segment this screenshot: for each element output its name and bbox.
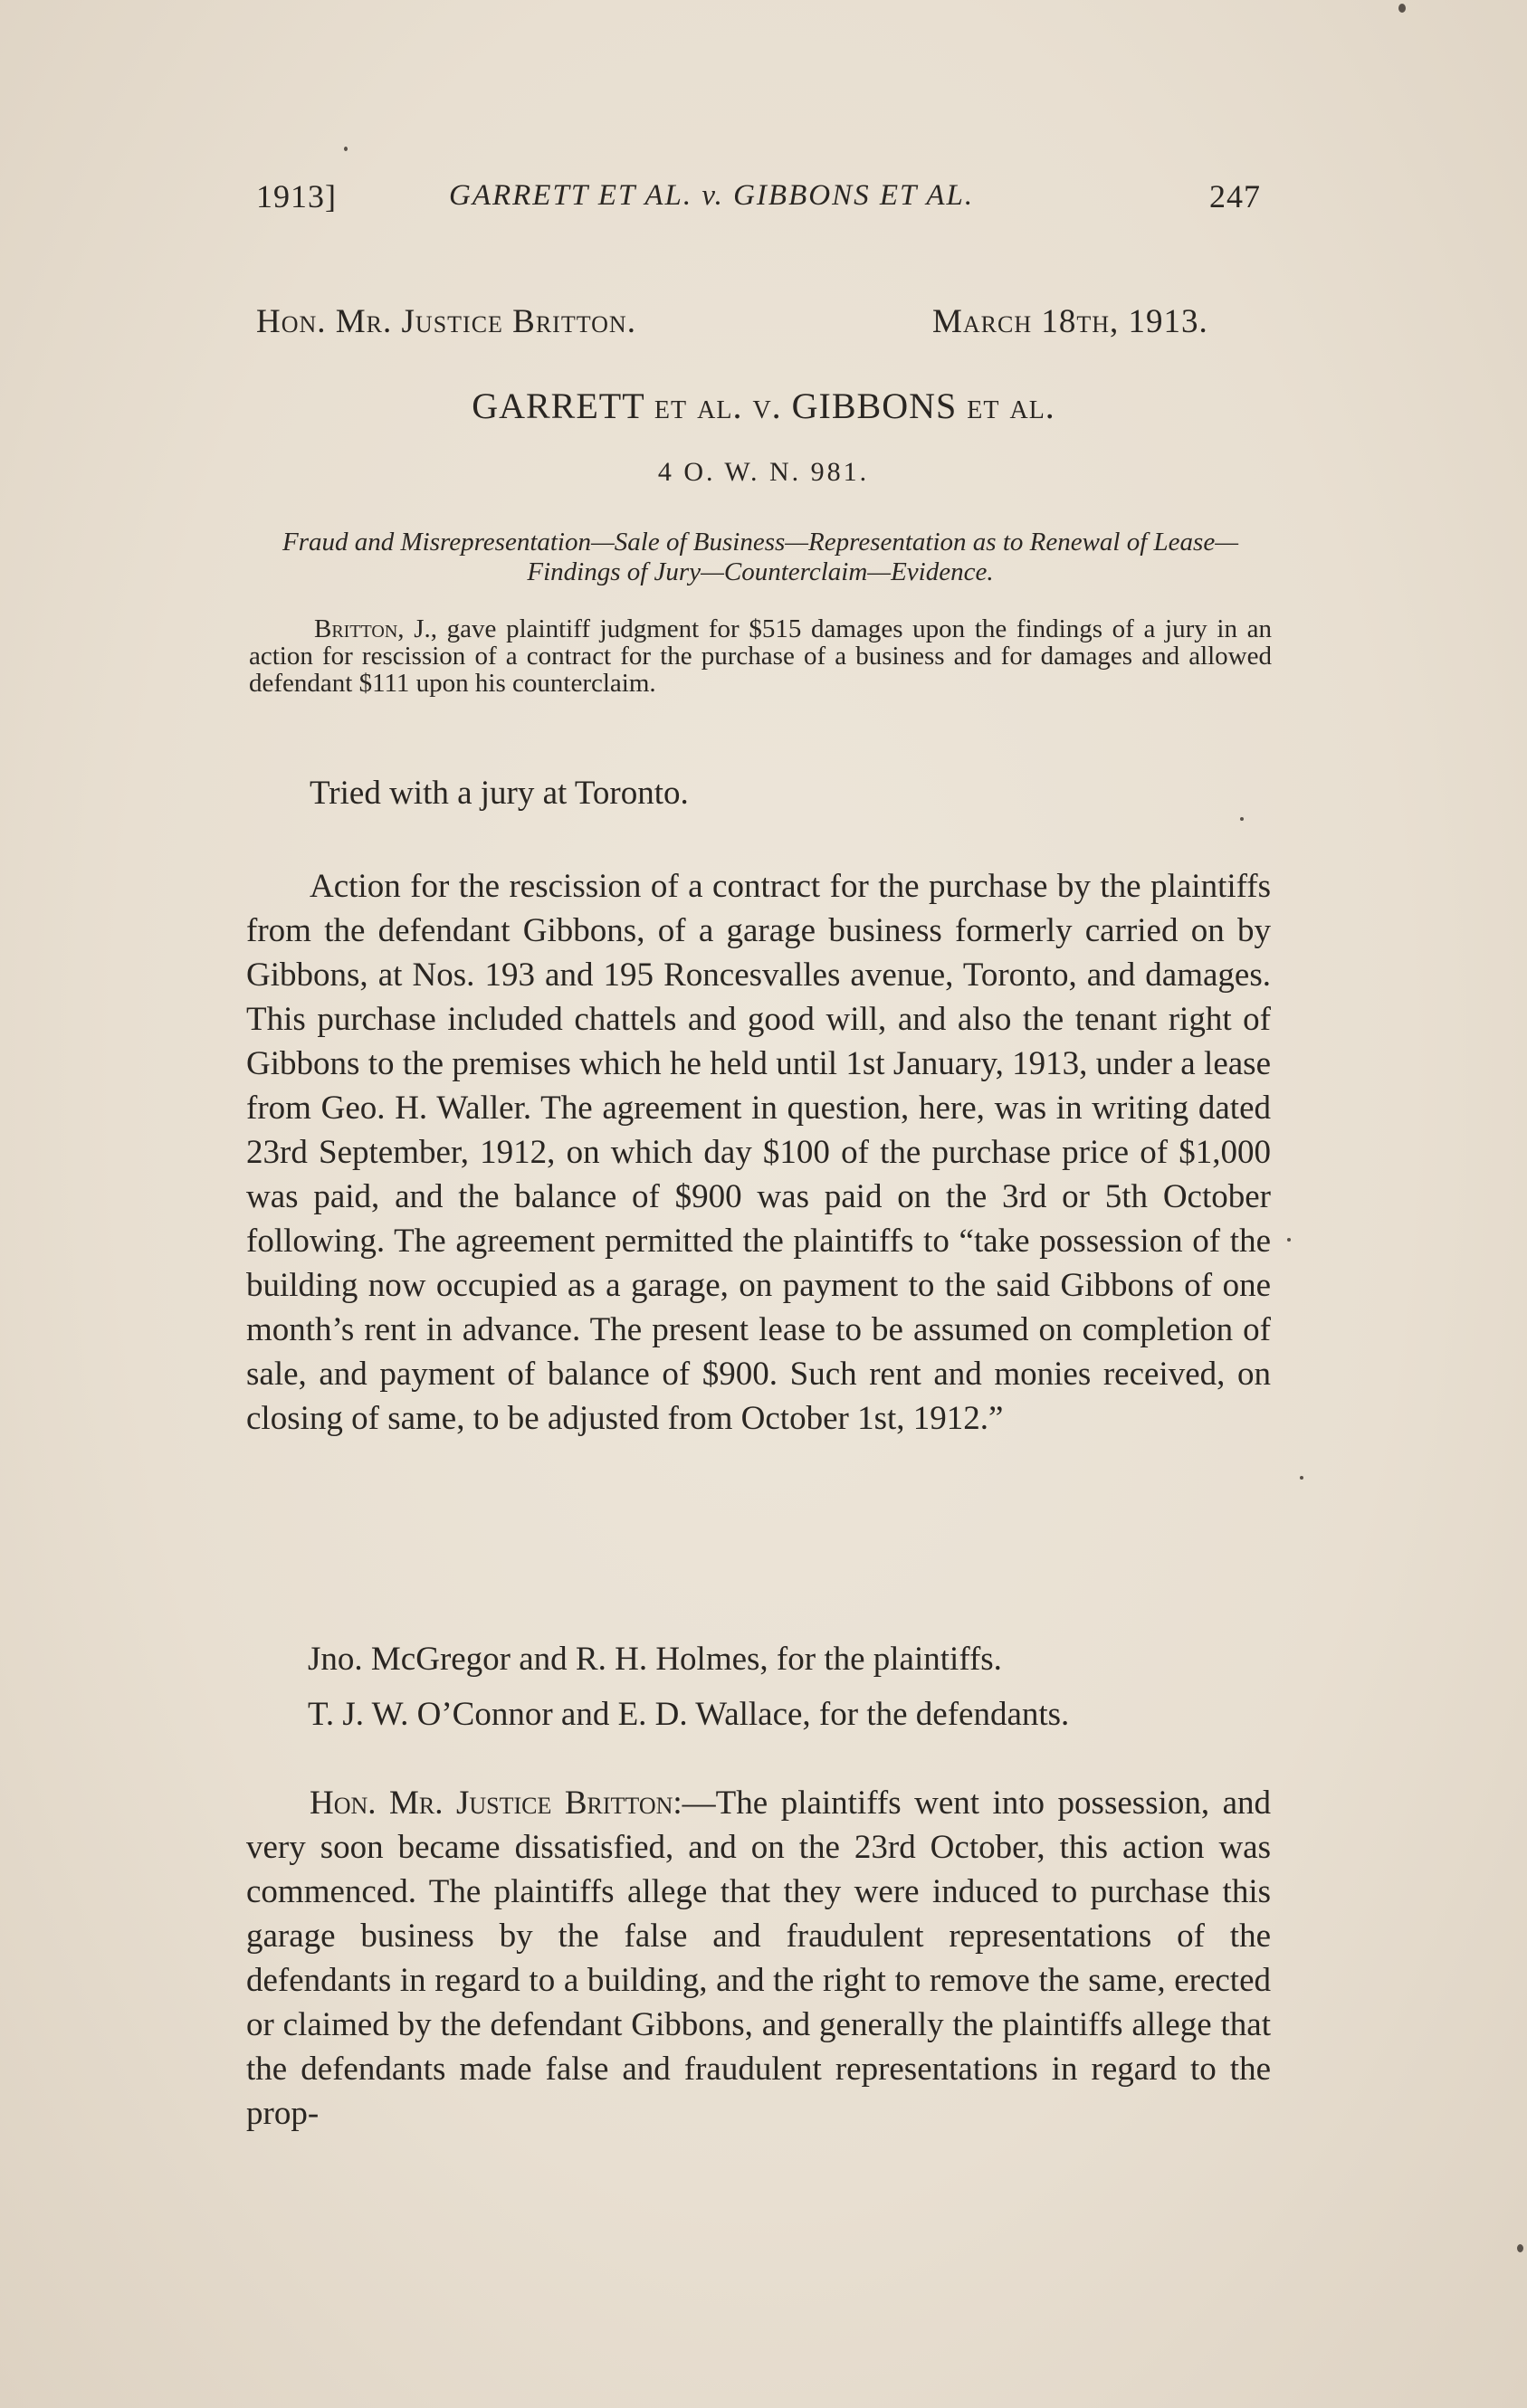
- case-et-al-1: et al.: [654, 385, 743, 426]
- judgment-speaker: Hon. Mr. Justice Britton: [310, 1785, 673, 1822]
- headnote-summary: [249, 615, 1272, 697]
- case-title: [0, 385, 1527, 427]
- paper-speck: [1300, 1476, 1303, 1480]
- judgment-text: :—The plaintiffs went into possession, and very soon became dissatisfied, and on the 23rd October, this action was commenced. The plaintiffs allege that they were induced to purchase this garage business by the false and fraudulent representations of the defendants in regard to a building, and the right to remove the same, erected or claimed by the defendant Gibbons, and generally the plaintiffs allege that the defendants made false and fraudulent representations in regard to the prop-: [246, 1785, 1271, 2132]
- counsel-defendants: T. J. W. O’Connor and E. D. Wallace, for the defendants.: [308, 1696, 1070, 1733]
- paper-speck: [344, 147, 348, 151]
- judge-name: Hon. Mr. Justice Britton.: [256, 303, 636, 340]
- counsel-plaintiffs: Jno. McGregor and R. H. Holmes, for the plaintiffs.: [308, 1641, 1002, 1678]
- headnote-summary-judge: Britton, J.: [314, 614, 431, 643]
- running-header-title: GARRETT ET AL. v. GIBBONS ET AL.: [449, 179, 975, 212]
- headnote-summary-text: , gave plaintiff judgment for $515 damages upon the findings of a jury in an action for rescission of a contract for the purchase of a business and for damages and allowed defendant $111 upon his counterclaim.: [249, 614, 1272, 698]
- case-citation: 4 O. W. N. 981.: [657, 457, 870, 487]
- case-plaintiff: GARRETT: [472, 385, 644, 426]
- paper-speck: [1240, 817, 1244, 821]
- paragraph-judgment: [246, 1781, 1271, 2136]
- case-defendant: GIBBONS: [791, 385, 958, 426]
- judgment-date: March 18th, 1913.: [932, 303, 1208, 340]
- headnote-catchwords: Fraud and Misrepresentation—Sale of Business—Representation as to Renewal of Lease—Findings of Jury—Counterclaim—Evidence.: [282, 528, 1238, 586]
- paper-speck: [1517, 2244, 1523, 2252]
- page-number: 247: [1209, 178, 1261, 214]
- paragraph-tried: Tried with a jury at Toronto.: [310, 775, 689, 812]
- paper-speck: [1398, 4, 1406, 13]
- case-et-al-2: et al.: [967, 385, 1055, 426]
- paper-speck: [1287, 1238, 1291, 1242]
- case-versus: v.: [752, 385, 782, 426]
- paragraph-action: Action for the rescission of a contract for the purchase by the plaintiffs from the defendant Gibbons, of a garage business formerly carried on by Gibbons, at Nos. 193 and 195 Roncesvalles avenue, Toronto, and damages. This purchase included chattels and good will, and also the tenant right of Gibbons to the premises which he held until 1st January, 1913, under a lease from Geo. H. Waller. The agreement in question, here, was in writing dated 23rd September, 1912, on which day $100 of the purchase price of $1,000 was paid, and the balance of $900 was paid on the 3rd or 5th October following. The agreement permitted the plaintiffs to “take possession of the building now occupied as a garage, on payment to the said Gibbons of one month’s rent in advance. The present lease to be assumed on completion of sale, and payment of balance of $900. Such rent and monies received, on closing of same, to be adjusted from October 1st, 1912.”: [246, 868, 1271, 1437]
- running-header-year: 1913]: [256, 178, 337, 214]
